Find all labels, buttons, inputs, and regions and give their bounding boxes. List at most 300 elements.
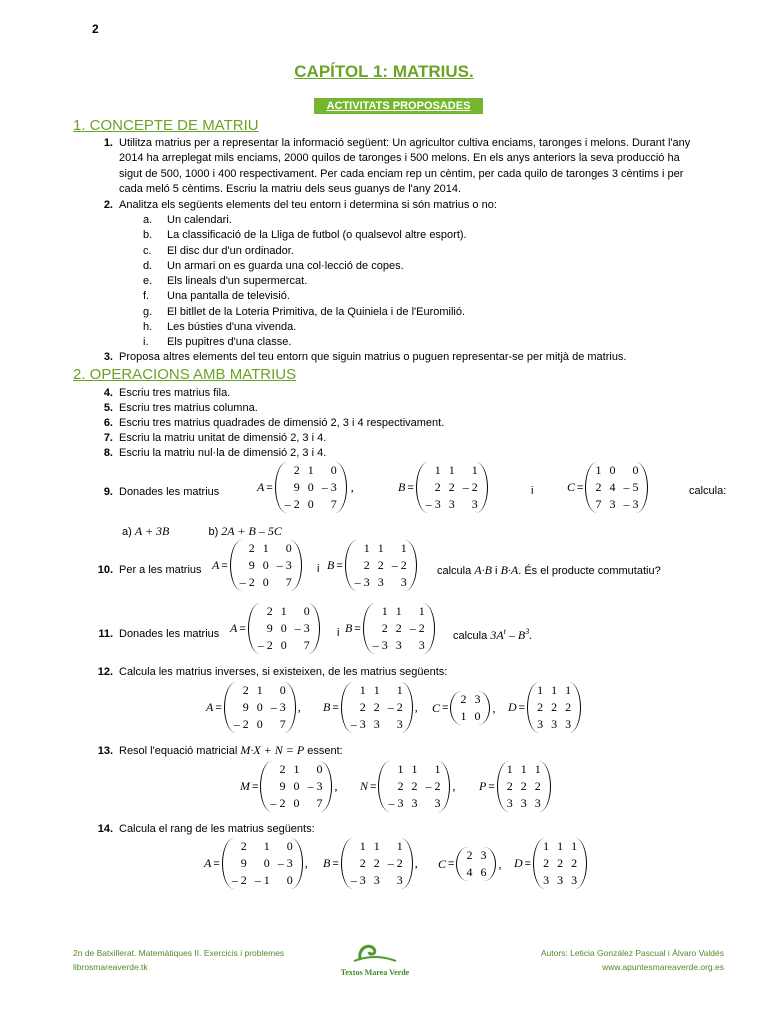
matrix-cell: 2 [543,856,550,870]
matrix-cell: 1 [448,463,455,477]
exercise-7 [73,431,728,446]
matrix-cell: 1 [359,839,366,853]
exercise-text: Escriu la matriu unitat de dimensió 2, 3 i 4. [119,432,327,444]
matrix-cell: 2 [466,848,473,862]
matrix-name: P [479,779,487,793]
part-a-label: a) [122,526,132,538]
matrix-cell: – 1 [254,873,270,887]
list-item [143,320,703,335]
matrix-cell: – 3 [277,856,293,870]
matrix-cell: 3 [534,796,541,810]
matrix-cell: – 3 [425,497,441,511]
item-letter: d. [143,259,153,272]
exercise-number: 5. [103,402,113,414]
matrix-cell: 1 [397,762,404,776]
matrix-grid [363,603,435,654]
exercise-number: 14. [97,823,113,835]
matrix-A [230,603,320,654]
equals-sign: = [332,857,339,870]
text-line: Utilitza matrius per a representar la informació següent: Un agricultor cultiva enciams, taronges i melons. Durant l'any [119,137,691,149]
matrix-cell: 0 [262,558,269,572]
matrix-A [212,540,302,591]
matrix-grid [527,682,581,733]
matrix-cell: – 3 [388,796,404,810]
item-text: La classificació de la Lliga de futbol (o qualsevol altre esport). [167,229,467,242]
matrix-grid [341,838,413,889]
exercise-5 [73,401,728,416]
matrix-cell: 4 [609,480,616,494]
matrix-cell: 3 [373,717,380,731]
matrix-cell: – 3 [276,558,292,572]
matrix-cell: 2 [242,683,249,697]
exercise-text: Donades les matrius [119,486,220,498]
comma: , [414,700,418,714]
matrix-cell: 2 [377,558,384,572]
equals-sign: = [266,481,273,494]
matrix-cell: 1 [381,604,388,618]
matrix-name: A [212,558,220,572]
matrix-cell: 1 [434,762,441,776]
equals-sign: = [215,701,222,714]
exercise-number: 6. [103,417,113,429]
matrix-cell: 2 [411,779,418,793]
footer-authors: Autors: Leticia González Pascual i Álvaro Valdés [540,948,724,958]
matrix-cell: – 3 [270,700,286,714]
matrix-cell: 1 [396,839,403,853]
matrix-cell: 1 [434,463,441,477]
list-item [143,305,703,320]
matrix-cell: 3 [571,873,578,887]
exercise-4 [73,386,728,401]
exercise-number: 9. [103,486,113,498]
equation: M·X + N = P [240,743,305,757]
matrix-cell: 2 [557,856,564,870]
exercise-text: Resol l'equació matricial [119,745,238,757]
matrix-cell: 1 [280,604,287,618]
matrix-C [432,691,495,725]
matrix-cell: 0 [609,463,616,477]
matrix-name: B [327,558,335,572]
item-letter: h. [143,321,153,334]
matrix-cell: 7 [285,575,292,589]
matrix-cell: 2 [373,700,380,714]
conjunction: i [531,485,534,497]
matrix-cell: 7 [303,638,310,652]
text: . És el producte commutatiu? [518,565,661,577]
comma: , [492,700,496,715]
exercise-11-question [453,627,532,643]
matrix-cell: 0 [279,683,286,697]
equals-sign: = [336,559,343,572]
matrix-cell: – 3 [623,497,639,511]
list-item [143,259,703,274]
matrix-name: C [438,856,447,871]
text: calcula [437,565,472,577]
exercise-number: 10. [97,564,113,576]
exercise-9-parts [122,524,282,539]
equals-sign: = [442,702,449,714]
equals-sign: = [354,622,361,635]
matrix-name: D [508,700,517,714]
matrix-cell: 1 [543,839,550,853]
matrix-cell: – 2 [233,717,249,731]
exercise-13 [73,743,728,759]
equals-sign: = [332,701,339,714]
matrix-N [360,761,455,812]
comma: , [452,779,456,793]
exercise-6 [73,416,728,431]
item-letter: b. [143,229,153,242]
matrix-cell: 0 [280,638,287,652]
matrix-cell: – 2 [409,621,425,635]
exercise-8 [73,446,728,461]
exercise-text: Escriu tres matrius fila. [119,387,231,399]
matrix-B [345,603,435,654]
matrix-name: D [514,856,523,870]
part-a-expression: A + 3B [134,524,170,538]
matrix-cell: 0 [256,700,263,714]
list-item [143,213,703,228]
matrix-cell: – 2 [391,558,407,572]
matrix-cell: 0 [280,621,287,635]
item-text: Un calendari. [167,214,232,226]
matrix-cell: 1 [595,463,602,477]
matrix-cell: 2 [359,856,366,870]
exercise-text: essent: [307,745,343,757]
matrix-cell: 1 [471,463,478,477]
matrix-cell: 1 [377,541,384,555]
exercise-text: Escriu la matriu nul·la de dimensió 2, 3 i 4. [119,447,327,459]
matrix-cell: 3 [565,717,572,731]
matrix-grid [416,462,488,513]
matrix-cell: 2 [595,480,602,494]
list-item [143,274,703,289]
matrix-cell: 3 [557,873,564,887]
matrix-cell: – 3 [354,575,370,589]
matrix-name: M [240,779,250,793]
exercise-text: Escriu tres matrius quadrades de dimensió 2, 3 i 4 respectivament. [119,417,445,429]
matrix-name: B [323,856,331,870]
exercise-3 [73,350,728,365]
matrix-cell: 2 [571,856,578,870]
matrix-cell: 0 [330,463,337,477]
matrix-cell: 1 [373,839,380,853]
matrix-cell: 2 [534,779,541,793]
expression: A·B [474,563,492,577]
matrix-cell: 3 [395,638,402,652]
matrix-cell: 2 [381,621,388,635]
matrix-cell: 3 [551,717,558,731]
matrix-cell: – 5 [623,480,639,494]
matrix-cell: 7 [330,497,337,511]
item-letter: i. [143,336,149,349]
matrix-cell: 2 [537,700,544,714]
section-heading-1: 1. CONCEPTE DE MATRIU [73,117,259,134]
part-b-expression: 2A + B – 5C [221,524,282,538]
matrix-cell: 2 [520,779,527,793]
equals-sign: = [577,481,584,494]
text-line: cada meló 5 cèntims. Escriu la matriu dels seus guanys de l'any 2014. [119,182,462,195]
matrix-cell: 1 [418,604,425,618]
matrix-cell: 3 [520,796,527,810]
matrix-grid [497,761,551,812]
exercise-14 [73,822,728,837]
matrix-cell: 3 [543,873,550,887]
matrix-cell: 2 [506,779,513,793]
matrix-cell: 0 [632,463,639,477]
exercise-number: 13. [97,745,113,757]
matrix-cell: 3 [448,497,455,511]
matrix-cell: 2 [551,700,558,714]
matrix-cell: 3 [471,497,478,511]
matrix-cell: 4 [466,865,473,879]
part-b-label: b) [208,526,219,538]
matrix-cell: 2 [363,558,370,572]
list-item [143,228,703,243]
matrix-B [327,540,417,591]
matrix-cell: 1 [551,683,558,697]
section-heading-2: 2. OPERACIONS AMB MATRIUS [73,366,297,383]
exercise-number: 12. [97,666,113,678]
matrix-cell: 0 [293,796,300,810]
exercise-text: Donades les matrius [119,628,220,640]
item-text: Una pantalla de televisió. [167,290,290,303]
matrix-grid [275,462,347,513]
exercise-12 [73,665,728,680]
exercise-number: 11. [98,628,113,640]
matrix-cell: 9 [279,779,286,793]
equals-sign: = [239,622,246,635]
matrix-C [567,462,648,513]
matrix-cell: – 3 [294,621,310,635]
matrix-cell: 1 [396,683,403,697]
matrix-cell: 9 [242,700,249,714]
matrix-name: B [323,700,331,714]
matrix-cell: – 3 [372,638,388,652]
matrix-cell: 2 [565,700,572,714]
exercise-2 [73,198,728,213]
matrix-cell: 2 [248,541,255,555]
matrix-C [438,847,501,881]
item-letter: a. [143,214,153,226]
matrix-name: B [345,621,353,635]
equals-sign: = [524,857,532,870]
matrix-grid [533,838,587,889]
matrix-cell: – 3 [307,779,323,793]
matrix-cell: 2 [279,762,286,776]
matrix-name: A [204,856,212,870]
matrix-cell: 1 [571,839,578,853]
matrix-cell: 6 [480,865,487,879]
list-item [143,335,703,350]
item-text: El bitllet de la Loteria Primitiva, de la Quiniela i de l'Euromilió. [167,305,466,318]
activities-banner: ACTIVITATS PROPOSADES [314,98,483,114]
exercise-text: Per a les matrius [119,564,202,576]
exercise-2-items [143,213,703,351]
matrix-cell: 0 [474,709,481,723]
matrix-cell: 1 [400,541,407,555]
matrix-name: A [257,480,265,494]
matrix-cell: 7 [316,796,323,810]
matrix-cell: 0 [263,856,270,870]
matrix-grid [378,761,450,812]
matrix-cell: – 3 [350,717,366,731]
conjunction: i [337,627,340,639]
matrix-cell: 1 [363,541,370,555]
item-letter: e. [143,275,153,288]
matrix-grid [585,462,648,513]
matrix-cell: – 2 [462,480,478,494]
matrix-cell: 2 [448,480,455,494]
matrix-cell: 1 [373,683,380,697]
matrix-cell: 1 [263,839,270,853]
equals-sign: = [213,857,220,870]
item-text: Els pupitres d'una classe. [167,336,292,349]
exercise-9-end: calcula: [689,485,727,497]
matrix-cell: 2 [395,621,402,635]
list-item [143,289,703,304]
exercise-10-question [437,563,661,578]
footer-link-left[interactable]: librosmareaverde.tk [73,962,148,972]
item-text: El disc dur d'un ordinador. [167,244,294,257]
matrix-cell: 1 [537,683,544,697]
item-letter: f. [143,290,150,303]
comma: , [297,700,301,714]
matrix-cell: – 2 [270,796,286,810]
exercise-number: 4. [103,387,113,399]
matrix-cell: 0 [307,497,314,511]
matrix-cell: 3 [506,796,513,810]
matrix-grid [450,691,490,725]
matrix-cell: 1 [506,762,513,776]
matrix-cell: 0 [316,762,323,776]
item-text: Un armari on es guarda una col·lecció de copes. [167,259,404,272]
matrix-cell: 1 [565,683,572,697]
matrix-cell: 1 [262,541,269,555]
matrix-A [206,682,301,733]
exercise-text: Proposa altres elements del teu entorn que siguin matrius o puguen representar-se per mitjà de matrius. [119,351,627,363]
exercise-1-text [119,136,729,197]
wave-icon [340,941,410,965]
exercise-number: 1. [103,137,113,149]
footer-link-right[interactable]: www.apuntesmareaverde.org.es [602,962,724,972]
matrix-cell: 0 [286,839,293,853]
matrix-cell: 1 [293,762,300,776]
matrix-grid [345,540,417,591]
matrix-cell: 9 [240,856,247,870]
matrix-name: B [398,480,406,494]
item-text: Les bústies d'una vivenda. [167,321,297,334]
matrix-cell: 3 [609,497,616,511]
comma: , [498,856,502,871]
matrix-cell: 3 [434,796,441,810]
matrix-cell: 0 [293,779,300,793]
matrix-cell: 0 [307,480,314,494]
equals-sign: = [488,780,495,793]
matrix-name: C [432,700,441,715]
matrix-D [508,682,581,733]
logo-text: Textos Marea Verde [340,968,410,977]
exercise-text: Calcula les matrius inverses, si existeixen, de les matrius següents: [119,666,448,678]
marea-verde-logo [340,941,410,977]
matrix-M [240,761,337,812]
matrix-cell: 2 [397,779,404,793]
matrix-A [204,838,308,889]
comma: , [304,856,308,870]
matrix-cell: 1 [256,683,263,697]
matrix-cell: 3 [396,717,403,731]
matrix-cell: 2 [240,839,247,853]
equals-sign: = [221,559,228,572]
exercise-text: Analitza els següents elements del teu entorn i determina si són matrius o no: [119,199,497,211]
expression: $3A^t - B^3$. [490,627,533,642]
exercise-number: 3. [103,351,113,363]
matrix-P [479,761,551,812]
matrix-cell: – 2 [387,856,403,870]
matrix-cell: 7 [595,497,602,511]
matrix-cell: 2 [460,692,467,706]
matrix-grid [341,682,413,733]
exercise-text: Calcula el rang de les matrius següents: [119,823,315,835]
matrix-cell: – 2 [257,638,273,652]
exercise-text: Escriu tres matrius columna. [119,402,258,414]
equals-sign: = [252,780,259,793]
matrix-cell: 1 [395,604,402,618]
matrix-cell: 0 [303,604,310,618]
matrix-cell: – 2 [239,575,255,589]
matrix-cell: – 3 [350,873,366,887]
matrix-cell: 1 [307,463,314,477]
matrix-cell: 3 [373,873,380,887]
text-line: sigut de 500, 1000 i 400 respectivament. Per cada enciam rep un cèntim, per cada quilo de taronges 3 cèntims i per [119,167,684,180]
equals-sign: = [518,701,526,714]
matrix-cell: 0 [286,873,293,887]
item-text: Els lineals d'un supermercat. [167,275,308,288]
matrix-cell: 1 [534,762,541,776]
exercise-number: 7. [103,432,113,444]
matrix-cell: 1 [520,762,527,776]
comma: , [350,480,354,494]
matrix-cell: 0 [256,717,263,731]
matrix-grid [248,603,320,654]
matrix-B [323,838,418,889]
matrix-cell: 2 [293,463,300,477]
matrix-grid [230,540,302,591]
matrix-grid [224,682,296,733]
matrix-grid [260,761,332,812]
matrix-cell: 0 [262,575,269,589]
matrix-cell: 0 [285,541,292,555]
matrix-name: A [206,700,214,714]
matrix-cell: 2 [266,604,273,618]
item-letter: c. [143,244,152,257]
matrix-grid [456,847,496,881]
text: calcula [453,630,488,642]
matrix-cell: 3 [377,575,384,589]
page-title: CAPÍTOL 1: MATRIUS. [294,62,474,81]
matrix-cell: 1 [411,762,418,776]
text: i [495,565,498,577]
matrix-B [323,682,418,733]
matrix-cell: 3 [474,692,481,706]
matrix-cell: 3 [400,575,407,589]
matrix-cell: 9 [248,558,255,572]
equals-sign: = [370,780,377,793]
list-item [143,244,703,259]
matrix-cell: – 2 [387,700,403,714]
matrix-A [257,462,354,513]
matrix-cell: – 2 [284,497,300,511]
